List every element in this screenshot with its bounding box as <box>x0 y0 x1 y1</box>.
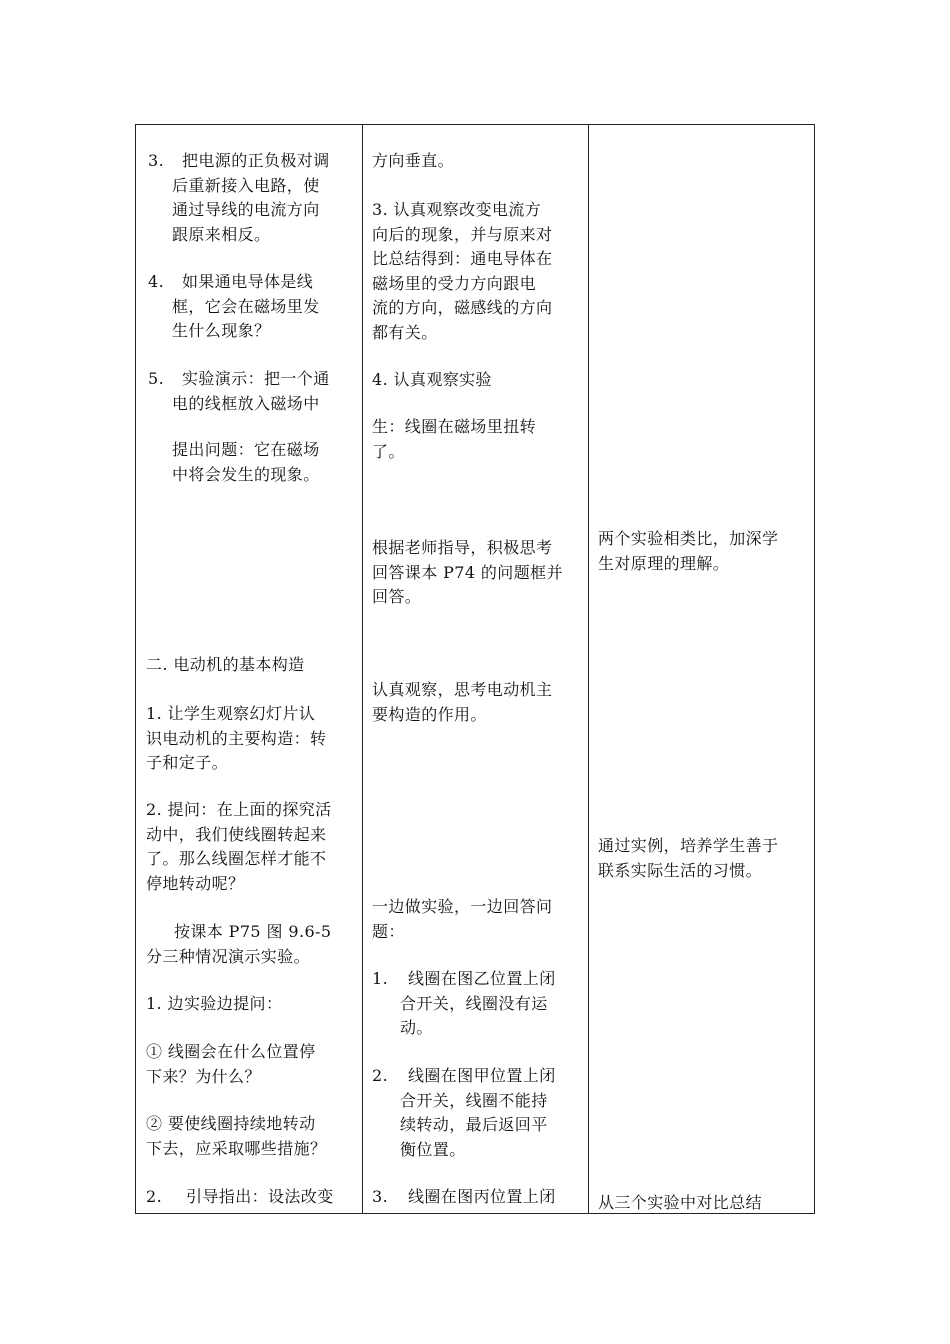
paragraph-line: 题： <box>372 921 405 941</box>
paragraph-line: 2. 提问：在上面的探究活 <box>146 800 332 819</box>
list-item-text: 续转动，最后返回平 <box>400 1115 548 1134</box>
list-item-text: 线圈在图甲位置上闭 <box>408 1066 556 1085</box>
list-item-text: 合开关，线圈没有运 <box>400 993 548 1013</box>
paragraph-line: 流的方向，磁感线的方向 <box>372 298 553 317</box>
list-number: 2. <box>146 1187 163 1206</box>
paragraph-line: 下去，应采取哪些措施？ <box>146 1138 327 1158</box>
paragraph-line: 识电动机的主要构造：转 <box>146 728 327 748</box>
paragraph-line: 1. 让学生观察幻灯片认 <box>146 704 316 723</box>
paragraph-line: 从三个实验中对比总结 <box>598 1193 763 1212</box>
column-divider-2 <box>588 125 589 1213</box>
paragraph-line: 3. 认真观察改变电流方 <box>372 200 542 219</box>
list-item-text: 引导指出：设法改变 <box>186 1187 334 1206</box>
list-item-text: 把电源的正负极对调 <box>182 151 330 170</box>
list-item-text: 通过导线的电流方向 <box>172 200 320 219</box>
paragraph-line: ② 要使线圈持续地转动 <box>146 1114 316 1133</box>
paragraph-line: 子和定子。 <box>146 753 229 772</box>
list-item-text: 线圈在图丙位置上闭 <box>408 1187 556 1206</box>
list-item-text: 动。 <box>400 1018 433 1037</box>
paragraph-line: 两个实验相类比，加深学 <box>598 529 779 548</box>
paragraph-line: 都有关。 <box>372 322 438 342</box>
question-text: 提出问题：它在磁场 <box>172 440 320 459</box>
paragraph-line: 要构造的作用。 <box>372 704 487 724</box>
list-item-text: 如果通电导体是线 <box>182 272 314 291</box>
paragraph-line: ① 线圈会在什么位置停 <box>146 1042 316 1061</box>
question-text: 中将会发生的现象。 <box>172 464 320 484</box>
section-heading: 二. 电动机的基本构造 <box>146 655 305 674</box>
paragraph-line: 下来？为什么？ <box>146 1066 261 1086</box>
paragraph-line: 按课本 P75 图 9.6-5 <box>174 922 332 941</box>
list-number: 4. <box>148 272 165 291</box>
list-item-text: 框，它会在磁场里发 <box>172 296 320 316</box>
paragraph-line: 通过实例，培养学生善于 <box>598 836 779 855</box>
paragraph-line: 停地转动呢？ <box>146 873 245 893</box>
list-item-text: 合开关，线圈不能持 <box>400 1090 548 1110</box>
paragraph-line: 回答。 <box>372 587 422 606</box>
paragraph-line: 1. 边实验边提问： <box>146 994 283 1013</box>
paragraph-line: 向后的现象，并与原来对 <box>372 224 553 244</box>
paragraph-line: 一边做实验，一边回答问 <box>372 897 553 916</box>
paragraph-line: 联系实际生活的习惯。 <box>598 860 763 880</box>
paragraph-line: 比总结得到：通电导体在 <box>372 249 553 268</box>
list-item-text: 实验演示：把一个通 <box>182 369 330 388</box>
paragraph-line: 分三种情况演示实验。 <box>146 946 311 966</box>
paragraph-line: 根据老师指导，积极思考 <box>372 538 553 557</box>
list-item-text: 后重新接入电路，使 <box>172 175 320 195</box>
lesson-table <box>135 124 815 1214</box>
list-item-text: 电的线框放入磁场中 <box>172 393 320 413</box>
paragraph-line: 动中，我们使线圈转起来 <box>146 824 327 844</box>
list-item-text: 衡位置。 <box>400 1139 466 1159</box>
column-divider-1 <box>362 125 363 1213</box>
list-item-text: 线圈在图乙位置上闭 <box>408 969 556 988</box>
list-number: 2. <box>372 1066 389 1085</box>
paragraph-line: 了。那么线圈怎样才能不 <box>146 849 327 868</box>
paragraph-line: 回答课本 P74 的问题框并 <box>372 562 563 582</box>
paragraph-line: 生：线圈在磁场里扭转 <box>372 417 537 436</box>
paragraph-line: 了。 <box>372 441 405 461</box>
paragraph-line: 认真观察，思考电动机主 <box>372 680 553 699</box>
paragraph-line: 生对原理的理解。 <box>598 553 730 573</box>
paragraph-line: 磁场里的受力方向跟电 <box>372 273 537 293</box>
list-number: 1. <box>372 969 389 988</box>
list-item-text: 生什么现象？ <box>172 321 271 340</box>
paragraph-line: 4. 认真观察实验 <box>372 370 492 389</box>
list-number: 3. <box>148 151 165 170</box>
list-item-text: 跟原来相反。 <box>172 224 271 244</box>
list-number: 3. <box>372 1187 389 1206</box>
paragraph-line: 方向垂直。 <box>372 151 455 170</box>
list-number: 5. <box>148 369 165 388</box>
